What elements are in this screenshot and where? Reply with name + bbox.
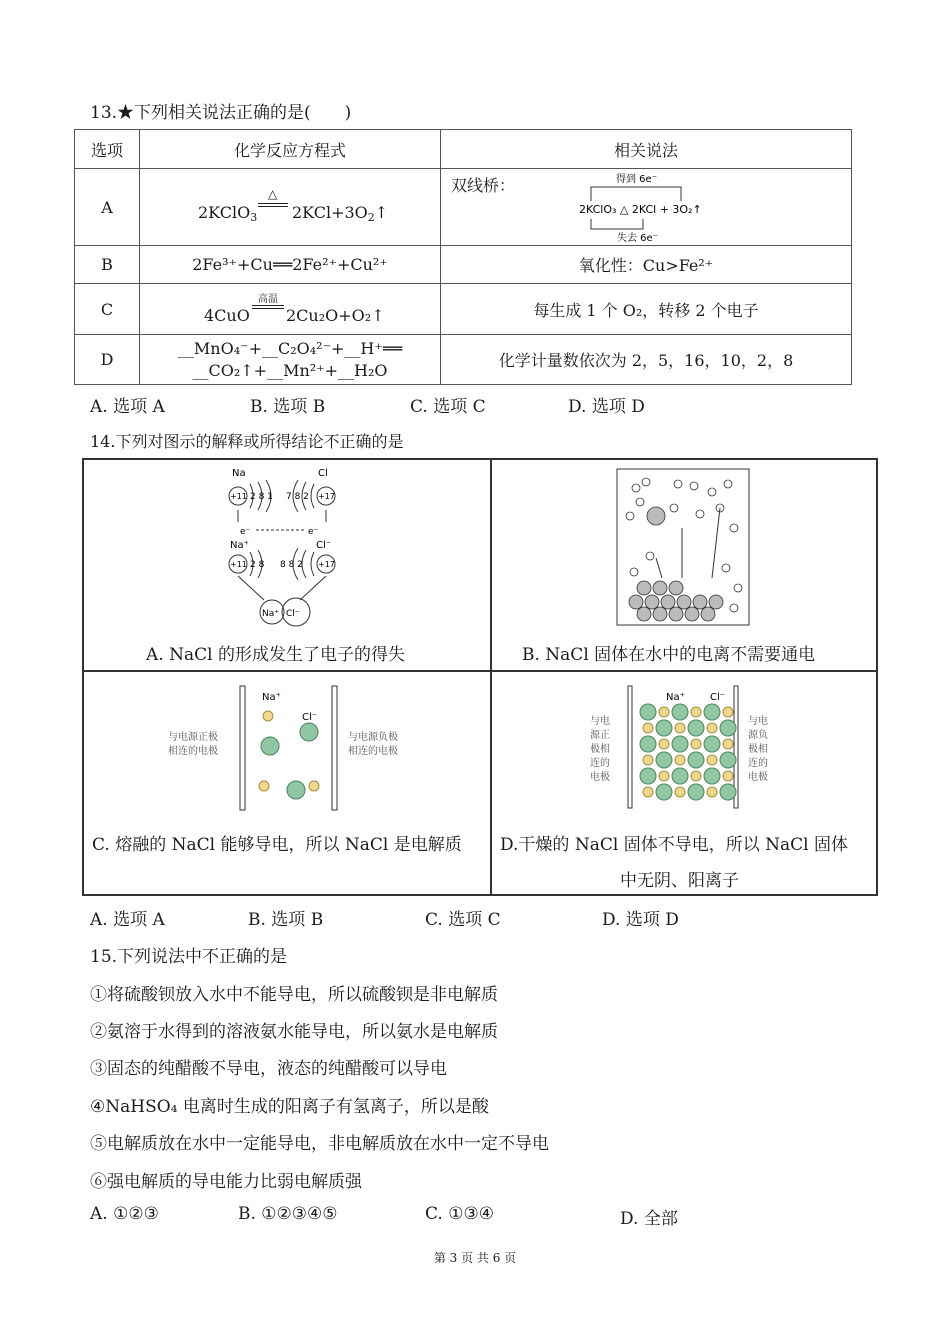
- na-ion: [675, 723, 685, 733]
- na-ion: [691, 707, 701, 717]
- q15-item-3: ③固态的纯醋酸不导电，液态的纯醋酸可以导电: [90, 1059, 447, 1079]
- q14-option-b[interactable]: B. 选项 B: [248, 910, 324, 930]
- row-a-label: A: [75, 169, 140, 246]
- figure-b-diagram: [616, 468, 750, 626]
- q13-option-b[interactable]: B. 选项 B: [250, 397, 326, 417]
- q15-title: 15.下列说法中不正确的是: [90, 947, 288, 967]
- q14-option-d[interactable]: D. 选项 D: [602, 910, 679, 930]
- na-ion: [675, 787, 685, 797]
- svg-text:源负: 源负: [748, 730, 768, 741]
- q15-option-a[interactable]: A. ①②③: [90, 1204, 159, 1224]
- q13-option-d[interactable]: D. 选项 D: [568, 397, 645, 417]
- caption-b: B. NaCl 固体在水中的电离不需要通电: [522, 645, 816, 665]
- svg-text:8 8 2: 8 8 2: [280, 560, 303, 570]
- cl-ion: [688, 752, 704, 768]
- na-ion: [707, 787, 717, 797]
- svg-text:2KClO₃ △ 2KCl + 3O₂↑: 2KClO₃ △ 2KCl + 3O₂↑: [579, 203, 702, 216]
- na-ion: [707, 755, 717, 765]
- q14-title: 14.下列对图示的解释或所得结论不正确的是: [90, 432, 404, 451]
- svg-text:Cl⁻: Cl⁻: [316, 540, 332, 551]
- na-ion: [723, 771, 733, 781]
- svg-text:2 8 1: 2 8 1: [250, 492, 273, 502]
- cl-ion: [640, 736, 656, 752]
- figure-d-diagram: [588, 684, 788, 810]
- cl-ion: [640, 768, 656, 784]
- figure-a-diagram: [214, 464, 354, 630]
- q13-option-a[interactable]: A. 选项 A: [90, 397, 165, 417]
- cl-ion: [672, 704, 688, 720]
- svg-text:电极: 电极: [590, 772, 610, 783]
- cl-ion: [672, 768, 688, 784]
- q15-option-c[interactable]: C. ①③④: [425, 1204, 494, 1224]
- q15-item-2: ②氨溶于水得到的溶液氨水能导电，所以氨水是电解质: [90, 1022, 498, 1042]
- header-option: 选项: [75, 130, 140, 169]
- q14-option-a[interactable]: A. 选项 A: [90, 910, 165, 930]
- svg-text:与电: 与电: [590, 716, 610, 727]
- svg-text:7 8 2: 7 8 2: [286, 492, 309, 502]
- svg-text:Cl⁻: Cl⁻: [286, 609, 300, 619]
- svg-text:与电源正极: 与电源正极: [168, 732, 218, 743]
- figure-a: [83, 459, 491, 671]
- na-ion: [659, 771, 669, 781]
- svg-text:Na: Na: [232, 468, 246, 479]
- svg-text:+17: +17: [318, 560, 335, 569]
- cl-ion: [720, 752, 736, 768]
- na-ion: [675, 755, 685, 765]
- svg-text:+17: +17: [318, 492, 335, 501]
- row-b-equation: 2Fe³⁺+Cu══2Fe²⁺+Cu²⁺: [140, 246, 441, 284]
- q14-option-c[interactable]: C. 选项 C: [425, 910, 501, 930]
- svg-text:Na⁺: Na⁺: [230, 540, 249, 551]
- svg-text:连的: 连的: [748, 758, 768, 769]
- figure-d: [491, 671, 877, 895]
- row-b-label: B: [75, 246, 140, 284]
- q13-table: [74, 129, 852, 385]
- figure-b: [491, 459, 877, 671]
- svg-text:得到 6e⁻: 得到 6e⁻: [616, 174, 657, 185]
- svg-text:相连的电极: 相连的电极: [168, 746, 218, 757]
- row-a-note: 双线桥： 得到 6e⁻ 2KClO₃ △ 2KCl + 3O₂↑ 失去 6e⁻: [441, 169, 852, 246]
- q15-item-6: ⑥强电解质的导电能力比弱电解质强: [90, 1172, 362, 1192]
- figure-c: [83, 671, 491, 895]
- header-equation: 化学反应方程式: [140, 130, 441, 169]
- na-ion: [691, 739, 701, 749]
- svg-text:连的: 连的: [590, 758, 610, 769]
- svg-text:与电源负极: 与电源负极: [348, 732, 398, 743]
- page-footer: 第 3 页 共 6 页: [433, 1251, 517, 1265]
- svg-text:极相: 极相: [748, 744, 768, 755]
- cl-ion: [672, 736, 688, 752]
- q15-option-d[interactable]: D. 全部: [620, 1209, 678, 1229]
- cl-ion: [656, 784, 672, 800]
- q15-item-4: ④NaHSO₄ 电离时生成的阳离子有氢离子，所以是酸: [90, 1097, 489, 1117]
- q14-figure-grid: [82, 458, 878, 896]
- svg-text:失去 6e⁻: 失去 6e⁻: [617, 233, 658, 243]
- svg-text:电极: 电极: [748, 772, 768, 783]
- svg-text:2 8: 2 8: [250, 560, 265, 570]
- na-ion: [707, 723, 717, 733]
- row-d-equation: __MnO₄⁻+__C₂O₄²⁻+__H⁺══ __CO₂↑+__Mn²⁺+__H₂O: [140, 335, 441, 385]
- cl-ion: [704, 704, 720, 720]
- svg-text:Na⁺: Na⁺: [666, 692, 685, 703]
- cl-ion: [688, 784, 704, 800]
- svg-text:+11: +11: [230, 492, 247, 501]
- na-ion: [691, 771, 701, 781]
- cl-ion: [640, 704, 656, 720]
- double-bridge-diagram: [571, 171, 721, 243]
- q15-item-5: ⑤电解质放在水中一定能导电，非电解质放在水中一定不导电: [90, 1134, 549, 1154]
- row-d-label: D: [75, 335, 140, 385]
- q15-option-b[interactable]: B. ①②③④⑤: [238, 1204, 338, 1224]
- header-note: 相关说法: [441, 130, 852, 169]
- svg-text:+11: +11: [230, 560, 247, 569]
- cl-ion: [704, 736, 720, 752]
- q15-item-1: ①将硫酸钡放入水中不能导电，所以硫酸钡是非电解质: [90, 985, 498, 1005]
- cl-ion: [688, 720, 704, 736]
- cl-ion: [720, 784, 736, 800]
- row-d-note: 化学计量数依次为 2，5，16，10，2，8: [441, 335, 852, 385]
- q13-option-c[interactable]: C. 选项 C: [410, 397, 486, 417]
- na-ion: [643, 723, 653, 733]
- na-ion: [659, 739, 669, 749]
- cl-ion: [656, 752, 672, 768]
- svg-text:极相: 极相: [590, 744, 610, 755]
- svg-text:Cl⁻: Cl⁻: [302, 712, 318, 723]
- svg-text:与电: 与电: [748, 716, 768, 727]
- row-c-note: 每生成 1 个 O₂，转移 2 个电子: [441, 284, 852, 335]
- svg-text:Cl: Cl: [318, 468, 328, 479]
- svg-text:相连的电极: 相连的电极: [348, 746, 398, 757]
- svg-text:源正: 源正: [590, 730, 610, 741]
- na-ion: [659, 707, 669, 717]
- caption-d-line1: D.干燥的 NaCl 固体不导电，所以 NaCl 固体: [500, 835, 848, 855]
- svg-text:Cl⁻: Cl⁻: [710, 692, 726, 703]
- row-c-equation: 4CuO 高温 2Cu₂O+O₂↑: [140, 284, 441, 335]
- cl-ion: [720, 720, 736, 736]
- na-ion: [723, 739, 733, 749]
- svg-text:Na⁺: Na⁺: [262, 609, 279, 619]
- caption-d-line2: 中无阴、阳离子: [620, 871, 739, 891]
- row-b-note: 氧化性：Cu>Fe²⁺: [441, 246, 852, 284]
- caption-a: A. NaCl 的形成发生了电子的得失: [146, 645, 405, 665]
- svg-text:Na⁺: Na⁺: [262, 692, 281, 703]
- row-a-equation: 2KClO$_3$ △ $2KCl+3O_2↑$: [140, 169, 441, 246]
- na-ion: [643, 787, 653, 797]
- svg-text:e⁻: e⁻: [240, 527, 251, 537]
- figure-c-diagram: [164, 682, 424, 812]
- na-ion: [643, 755, 653, 765]
- cl-ion: [656, 720, 672, 736]
- cl-ion: [704, 768, 720, 784]
- svg-text:e⁻: e⁻: [308, 527, 319, 537]
- caption-c: C. 熔融的 NaCl 能够导电，所以 NaCl 是电解质: [92, 835, 462, 855]
- row-c-label: C: [75, 284, 140, 335]
- na-ion: [723, 707, 733, 717]
- q13-title: 13.★下列相关说法正确的是( ): [90, 103, 352, 123]
